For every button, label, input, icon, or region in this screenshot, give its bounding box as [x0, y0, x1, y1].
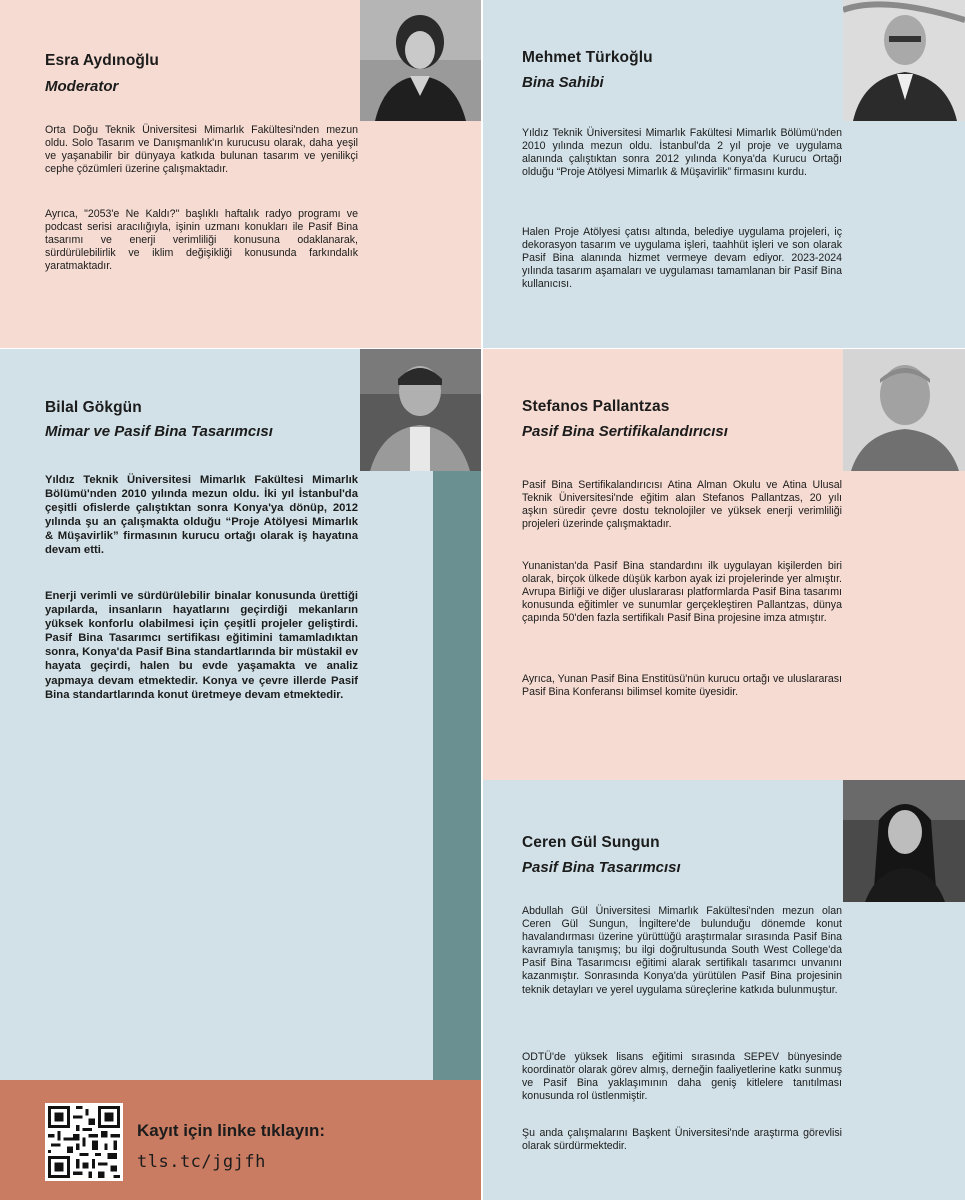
speaker-bio: Ayrıca, "2053'e Ne Kaldı?" başlıklı haftalık radyo programı ve podcast serisi aracılığıyla, işinin uzmanı konukları ile Pasif Bina tasarımı ve enerji verimliliği konusuna odaklanarak, sürdürülebilirlik ve iklim değişikliği konusunda farkındalık yaratmaktadır. — [45, 208, 358, 273]
speaker-name: Stefanos Pallantzas — [522, 398, 670, 415]
speaker-name: Ceren Gül Sungun — [522, 834, 660, 851]
esra-photo — [360, 0, 481, 121]
bilal-photo — [360, 349, 481, 471]
speaker-role: Pasif Bina Tasarımcısı — [522, 859, 681, 876]
registration-label: Kayıt için linke tıklayın: — [137, 1121, 326, 1140]
speaker-name: Bilal Gökgün — [45, 399, 142, 416]
speaker-bio: Enerji verimli ve sürdürülebilir binalar konusunda ürettiği yapılarda, insanların hayatlarını geçirdiği mekanların yüksek konforlu olabilmesi için çeşitli projeler geliştirdi. Pasif Bina Tasarımcı sertifikası eğitimini tamamladıktan sonra, Konya'da Pasif Bina standartlarında bir müstakil ev hayata geçirdi, halen bu evde yaşamakta ve analiz yapmaya devam etmektedir. Konya ve çevre illerde Pasif Bina standartlarında konut üretmeye devam etmektedir. — [45, 590, 358, 701]
speaker-role: Pasif Bina Sertifikalandırıcısı — [522, 423, 728, 440]
speaker-name: Esra Aydınoğlu — [45, 52, 159, 69]
speaker-role: Moderator — [45, 78, 119, 95]
registration-link[interactable]: tls.tc/jgjfh — [137, 1152, 266, 1172]
speaker-name: Mehmet Türkoğlu — [522, 49, 653, 66]
speaker-bio: Orta Doğu Teknik Üniversitesi Mimarlık Fakültesi'nden mezun oldu. Solo Tasarım ve Danışmanlık'ın kurucusu olarak, daha yeşil ve yaşanabilir bir dünyaya katkıda bulunan tasarım ve yenilikçi cephe çözümleri üzerine çalışmaktadır. — [45, 124, 358, 176]
ceren-photo — [843, 780, 965, 902]
speaker-role: Mimar ve Pasif Bina Tasarımcısı — [45, 423, 273, 440]
speaker-bio: Şu anda çalışmalarını Başkent Üniversitesi'nde araştırma görevlisi olarak sürdürmektedir. — [522, 1127, 842, 1153]
qr-code-icon[interactable] — [45, 1103, 123, 1181]
speaker-bio: Pasif Bina Sertifikalandırıcısı Atina Alman Okulu ve Atina Ulusal Teknik Üniversitesi'nde eğitim alan Stefanos Pallantzas, 20 yılı aşkın süredir çevre dostu teknolojiler ve yüksek enerji verimliliği projeleri üzerinde çalışmaktadır. — [522, 479, 842, 531]
speaker-role: Bina Sahibi — [522, 74, 604, 91]
speaker-bio: Ayrıca, Yunan Pasif Bina Enstitüsü'nün kurucu ortağı ve uluslararası Pasif Bina Konferansı bilimsel komite üyesidir. — [522, 673, 842, 699]
speaker-bio: ODTÜ'de yüksek lisans eğitimi sırasında SEPEV bünyesinde koordinatör olarak görev almış, derneğin faaliyetlerine katkı sunmuş ve Pasif Bina yaklaşımının daha geniş kitlelere tanıtılması konusunda rol üstlenmiştir. — [522, 1051, 842, 1103]
speaker-bio: Yunanistan'da Pasif Bina standardını ilk uygulayan kişilerden biri olarak, birçok ülkede düşük karbon ayak izi projelerinde yer almıştır. Avrupa Birliği ve diğer uluslararası platformlarda Pasif Bina tasarımı konusunda eğitimler ve sunumlar gerçekleştiren Pallantzas, dünya çapında 50'den fazla sertifikalı Pasif Bina projesine imza atmıştır. — [522, 560, 842, 625]
teal-stripe — [433, 471, 481, 1080]
speaker-bio: Halen Proje Atölyesi çatısı altında, belediye uygulama projeleri, iç dekorasyon tasarım ve uygulama işleri, taahhüt işleri ve son olarak Pasif Bina alanında hizmet vermeye devam ediyor. 2023-2024 yılında tasarım aşamaları ve uygulaması tamamlanan bir Pasif Bina kullanıcısı. — [522, 226, 842, 291]
speaker-bio: Abdullah Gül Üniversitesi Mimarlık Fakültesi'nden mezun olan Ceren Gül Sungun, İngiltere'de bulunduğu dönemde konut havalandırması üzerine yürüttüğü araştırmalar sırasında Pasif Bina kavramıyla tanışmış; bu ilgi doğrultusunda South West College'da Pasif Bina Tasarımcısı eğitimi alarak sertifikalı tasarımcı unvanını kazanmıştır. Sonrasında Konya'da yürütülen Pasif Bina projesinin teknik detayları ve yerel uygulama süreçlerine katkıda bulunmuştur. — [522, 905, 842, 996]
mehmet-photo — [843, 0, 965, 121]
speaker-bio: Yıldız Teknik Üniversitesi Mimarlık Fakültesi Mimarlık Bölümü'nden 2010 yılında mezun oldu. İstanbul'da 2 yıl proje ve uygulama alanında çalıştıktan sonra 2012 yılında Konya'da Kurucu Ortağı olduğu “Proje Atölyesi Mimarlık & Müşavirlik” firmasını kurdu. — [522, 127, 842, 179]
stefanos-photo — [843, 349, 965, 471]
speaker-bio: Yıldız Teknik Üniversitesi Mimarlık Fakültesi Mimarlık Bölümü'nden 2010 yılında mezun oldu. İki yıl İstanbul'da çeşitli ofislerde çalıştıktan sonra Konya'ya dönüp, 2012 yılında şu an çalışmakta olduğu “Proje Atölyesi Mimarlık & Müşavirlik” firmasının kurucu ortağı olarak iş hayatına devam etti. — [45, 474, 358, 557]
